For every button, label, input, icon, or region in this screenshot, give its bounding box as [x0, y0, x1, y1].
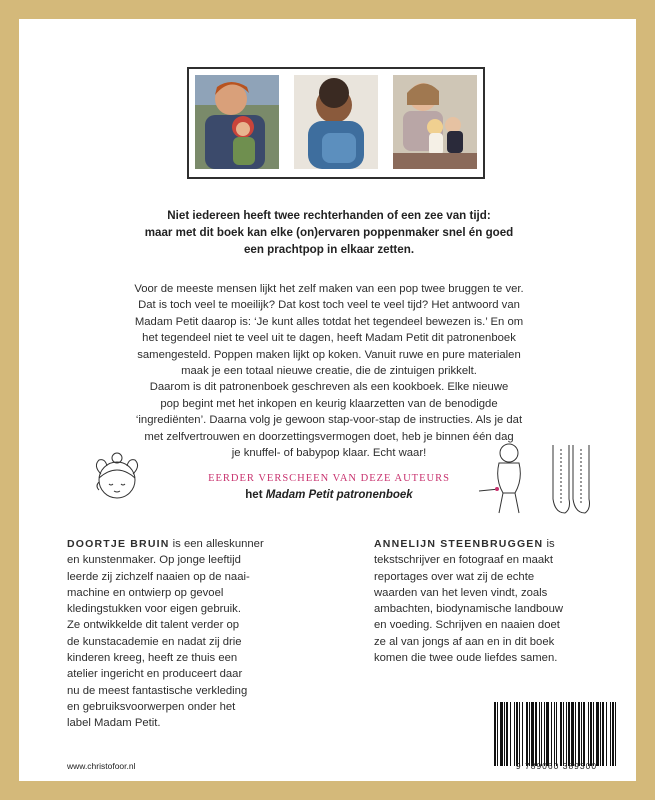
intro-line: Niet iedereen heeft twee rechterhanden of een zee van tijd:: [167, 209, 491, 222]
author-bio-line: en kunstenmaker. Op jonge leeftijd: [67, 554, 241, 567]
earlier-book-title: [189, 489, 469, 501]
author-bio-line: tekstschrijver en fotograaf en maakt: [374, 554, 553, 567]
intro-line: maar met dit boek kan elke (on)ervaren poppenmaker snel én goed: [144, 226, 514, 239]
photo-strip: [187, 67, 485, 179]
author-name: ANNELIJN STEENBRUGGEN: [374, 538, 544, 550]
author-bio-line: is: [543, 538, 555, 550]
author-bio-line: nu de meest fantastische verkleding: [67, 684, 248, 697]
isbn-number: 9 789060 389300: [515, 761, 598, 771]
author-bio-line: kledingstukken voor eigen gebruik.: [67, 603, 241, 616]
body-line: met zelfvertrouwen en doorzettingsvermogen doet, heb je binnen één dag: [144, 430, 514, 443]
intro-text: [129, 207, 529, 258]
body-line: Voor de meeste mensen lijkt het zelf maken van een pop twee bruggen te ver.: [134, 283, 524, 295]
body-line: pop begint met het inkopen en keurig klaarzetten van de benodigde: [160, 397, 498, 410]
earlier-title-italic: Madam Petit patronenboek: [265, 489, 413, 501]
body-line: Dat is toch veel te moeilijk? Dat kost toch veel te veel tijd? Het antwoord van: [138, 299, 520, 312]
earlier-title-prefix: het: [245, 489, 266, 501]
earlier-published-heading: EERDER VERSCHEEN VAN DEZE AUTEURS: [208, 473, 450, 484]
author-bio-line: waarden van het leven vindt, zoals: [374, 586, 548, 599]
body-line: samengesteld. Poppen maken lijkt op koken. Vanuit ruwe en pure materialen: [137, 348, 521, 361]
author-bio-line: ze al van jongs af aan en in dit boek: [374, 635, 555, 648]
author-name: DOORTJE BRUIN: [67, 538, 170, 550]
author-bio-line: is een alleskunner: [169, 538, 264, 550]
doll-head-sketch-icon: [87, 444, 149, 504]
intro-line: een prachtpop in elkaar zetten.: [243, 243, 415, 256]
back-cover: [19, 19, 636, 781]
body-text: [119, 281, 539, 461]
author-bio-line: atelier ingericht en produceert daar: [67, 668, 243, 681]
photo-girl-with-dolls: [393, 75, 477, 169]
photo-boy-with-doll: [195, 75, 279, 169]
body-line: ‘ingrediënten’. Daarna volg je gewoon stap-voor-stap de instructies. Als je dat: [135, 414, 523, 427]
author-bio-line: reportages over wat zij de echte: [374, 570, 535, 583]
author-bio-line: label Madam Petit.: [67, 717, 161, 730]
author-bio-line: en gebruiksvoorwerpen onder het: [67, 700, 236, 713]
author-bio-annelijn: [374, 536, 589, 666]
body-line: Daarom is dit patronenboek geschreven als een kookboek. Elke nieuwe: [149, 381, 509, 394]
body-line: het tegendeel niet te veel uit te dagen, heeft Madam Petit dit patronenboek: [142, 332, 516, 345]
photo-baby: [294, 75, 378, 169]
author-bio-line: leerde zij zichzelf naaien op de naai-: [67, 570, 250, 583]
body-line: je knuffel- of babypop klaar. Echt waar!: [231, 447, 427, 460]
publisher-website: www.christofoor.nl: [67, 761, 136, 771]
body-line: Madam Petit daarop is: ‘Je kunt alles totdat het tegendeel bewezen is.’ En om: [134, 315, 524, 328]
author-bio-line: komen die twee oude liefdes samen.: [374, 652, 558, 665]
author-bio-line: machine en ontwierp op gevoel: [67, 586, 224, 599]
doll-body-sketch-icon: [475, 439, 595, 521]
author-bio-line: ambachten, biodynamische landbouw: [374, 603, 564, 616]
author-bio-line: kinderen kreeg, heeft ze thuis een: [67, 652, 238, 665]
body-line: maak je een totaal nieuwe creatie, die de zintuigen prikkelt.: [181, 365, 477, 378]
author-bio-line: Ze ontwikkelde dit talent verder op: [67, 619, 240, 632]
author-bio-doortje: [67, 536, 282, 732]
author-bio-line: en voeding. Schrijven en naaien doet: [374, 619, 560, 632]
author-bio-line: de kunstacademie en nadat zij drie: [67, 635, 242, 648]
